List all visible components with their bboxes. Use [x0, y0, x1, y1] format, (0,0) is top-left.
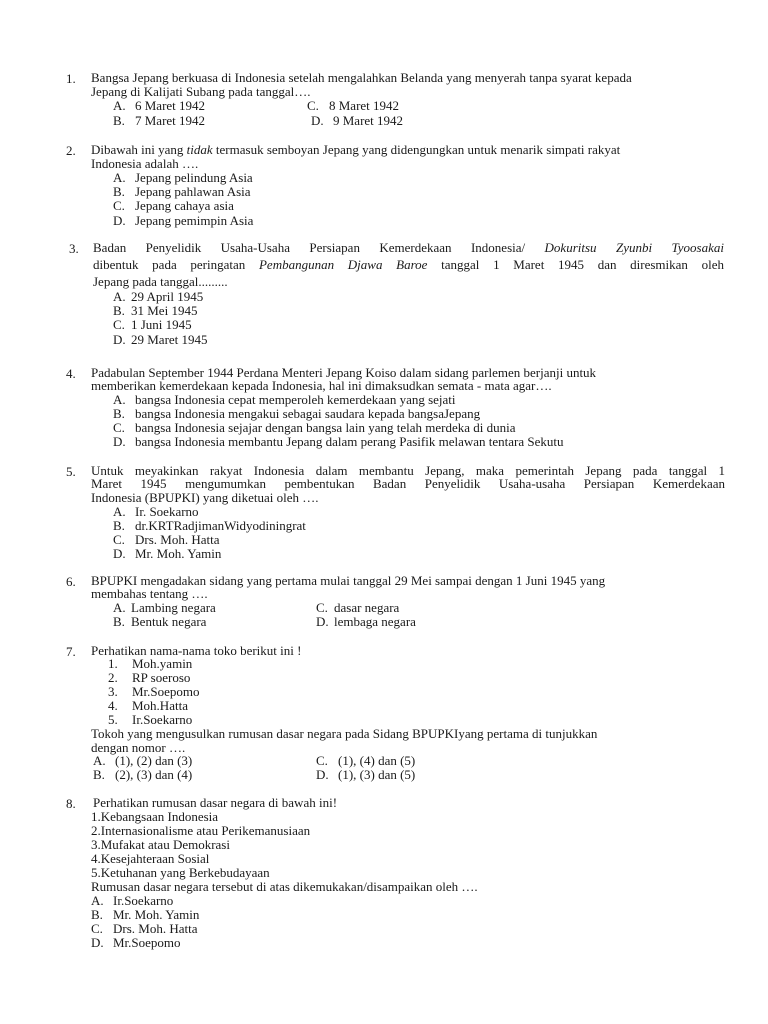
option-d[interactable]: D. bangsa Indonesia membantu Jepang dalam perang Pasifik melawan tentara Sekutu: [113, 434, 564, 449]
option-a[interactable]: A. Ir. Soekarno: [113, 504, 199, 519]
question-intro: Perhatikan nama-nama toko berikut ini !: [91, 643, 302, 658]
list-item: 5.Ketuhanan yang Berkebudayaan: [91, 865, 270, 880]
option-a[interactable]: A. Jepang pelindung Asia: [113, 170, 253, 185]
option-b[interactable]: B. 31 Mei 1945: [113, 303, 198, 318]
option-d[interactable]: D. Mr.Soepomo: [91, 935, 181, 950]
question-text-line: Indonesia adalah ….: [91, 156, 199, 171]
option-b[interactable]: B. dr.KRTRadjimanWidyodiningrat: [113, 518, 306, 533]
option-b[interactable]: B. Bentuk negara: [113, 614, 207, 629]
list-item: 1.Kebangsaan Indonesia: [91, 809, 219, 824]
option-a[interactable]: A. bangsa Indonesia cepat memperoleh kemerdekaan yang sejati: [113, 392, 456, 407]
option-c[interactable]: C. 8 Maret 1942: [307, 98, 400, 113]
question-text-line: Indonesia (BPUPKI) yang diketuai oleh ….: [91, 490, 319, 505]
list-item: 5. Ir.Soekarno: [108, 712, 193, 727]
question-number: 7.: [66, 644, 76, 659]
option-a[interactable]: A. Ir.Soekarno: [91, 893, 174, 908]
question-text-line: Bangsa Jepang berkuasa di Indonesia setelah mengalahkan Belanda yang menyerah tanpa syarat kepada: [91, 70, 632, 85]
option-c[interactable]: C. Jepang cahaya asia: [113, 198, 234, 213]
option-d[interactable]: D. Mr. Moh. Yamin: [113, 546, 222, 561]
question-number: 1.: [66, 71, 76, 86]
question-text-line: Jepang di Kalijati Subang pada tanggal….: [91, 84, 311, 99]
question-text-line: dengan nomor ….: [91, 740, 186, 755]
question-text-line: Padabulan September 1944 Perdana Menteri Jepang Koiso dalam sidang parlemen berjanji untuk: [91, 365, 597, 380]
option-d[interactable]: D. 29 Maret 1945: [113, 332, 208, 347]
option-b[interactable]: B. Jepang pahlawan Asia: [113, 184, 251, 199]
list-item: 2.Internasionalisme atau Perikemanusiaan: [91, 823, 311, 838]
question-number: 3.: [69, 241, 79, 256]
option-d[interactable]: D. (1), (3) dan (5): [316, 767, 416, 782]
option-c[interactable]: C. Drs. Moh. Hatta: [91, 921, 198, 936]
list-item: 1. Moh.yamin: [108, 656, 193, 671]
option-a[interactable]: A. 6 Maret 1942: [113, 98, 206, 113]
option-c[interactable]: C. 1 Juni 1945: [113, 317, 192, 332]
option-c[interactable]: C. Drs. Moh. Hatta: [113, 532, 220, 547]
question-text-line: memberikan kemerdekaan kepada Indonesia, hal ini dimaksudkan semata - mata agar….: [91, 378, 552, 393]
question-text-line: BPUPKI mengadakan sidang yang pertama mulai tanggal 29 Mei sampai dengan 1 Juni 1945 yang: [91, 573, 606, 588]
question-text-line: dibentuk pada peringatan Pembangunan Djawa Baroe tanggal 1 Maret 1945 dan diresmikan oleh: [93, 257, 724, 272]
question-text-line: Untuk meyakinkan rakyat Indonesia dalam membantu Jepang, maka pemerintah Jepang pada tanggal 1: [91, 463, 725, 478]
question-text-line: Dibawah ini yang tidak termasuk semboyan Jepang yang didengungkan untuk menarik simpati rakyat: [91, 142, 621, 157]
question-intro: Perhatikan rumusan dasar negara di bawah ini!: [93, 795, 338, 810]
question-text-line: Jepang pada tanggal.........: [93, 274, 228, 289]
question-number: 2.: [66, 143, 76, 158]
list-item: 3.Mufakat atau Demokrasi: [91, 837, 230, 852]
option-d[interactable]: D. lembaga negara: [316, 614, 416, 629]
option-c[interactable]: C. bangsa Indonesia sejajar dengan bangsa lain yang telah merdeka di dunia: [113, 420, 516, 435]
option-b[interactable]: B. 7 Maret 1942: [113, 113, 206, 128]
question-number: 8.: [66, 796, 76, 811]
question-text-line: Maret 1945 mengumumkan pembentukan Badan Penyelidik Usaha-usaha Persiapan Kemerdekaan: [91, 476, 725, 491]
option-a[interactable]: A. Lambing negara: [113, 600, 216, 615]
option-a[interactable]: A. 29 April 1945: [113, 289, 204, 304]
option-c[interactable]: C. dasar negara: [316, 600, 400, 615]
list-item: 4. Moh.Hatta: [108, 698, 188, 713]
option-b[interactable]: B. (2), (3) dan (4): [93, 767, 193, 782]
list-item: 2. RP soeroso: [108, 670, 191, 685]
option-c[interactable]: C. (1), (4) dan (5): [316, 753, 416, 768]
question-number: 4.: [66, 366, 76, 381]
list-item: 4.Kesejahteraan Sosial: [91, 851, 210, 866]
question-number: 5.: [66, 464, 76, 479]
option-d[interactable]: D. Jepang pemimpin Asia: [113, 213, 254, 228]
question-text-line: Tokoh yang mengusulkan rumusan dasar negara pada Sidang BPUPKIyang pertama di tunjukkan: [91, 726, 598, 741]
question-text-line: Rumusan dasar negara tersebut di atas dikemukakan/disampaikan oleh ….: [91, 879, 478, 894]
option-b[interactable]: B. bangsa Indonesia mengakui sebagai saudara kepada bangsaJepang: [113, 406, 481, 421]
question-text-line: membahas tentang ….: [91, 586, 208, 601]
list-item: 3. Mr.Soepomo: [108, 684, 200, 699]
option-b[interactable]: B. Mr. Moh. Yamin: [91, 907, 200, 922]
option-a[interactable]: A. (1), (2) dan (3): [93, 753, 193, 768]
question-number: 6.: [66, 574, 76, 589]
question-text-line: Badan Penyelidik Usaha-Usaha Persiapan Kemerdekaan Indonesia/ Dokuritsu Zyunbi Tyoosakai: [93, 240, 724, 255]
option-d[interactable]: D. 9 Maret 1942: [311, 113, 404, 128]
